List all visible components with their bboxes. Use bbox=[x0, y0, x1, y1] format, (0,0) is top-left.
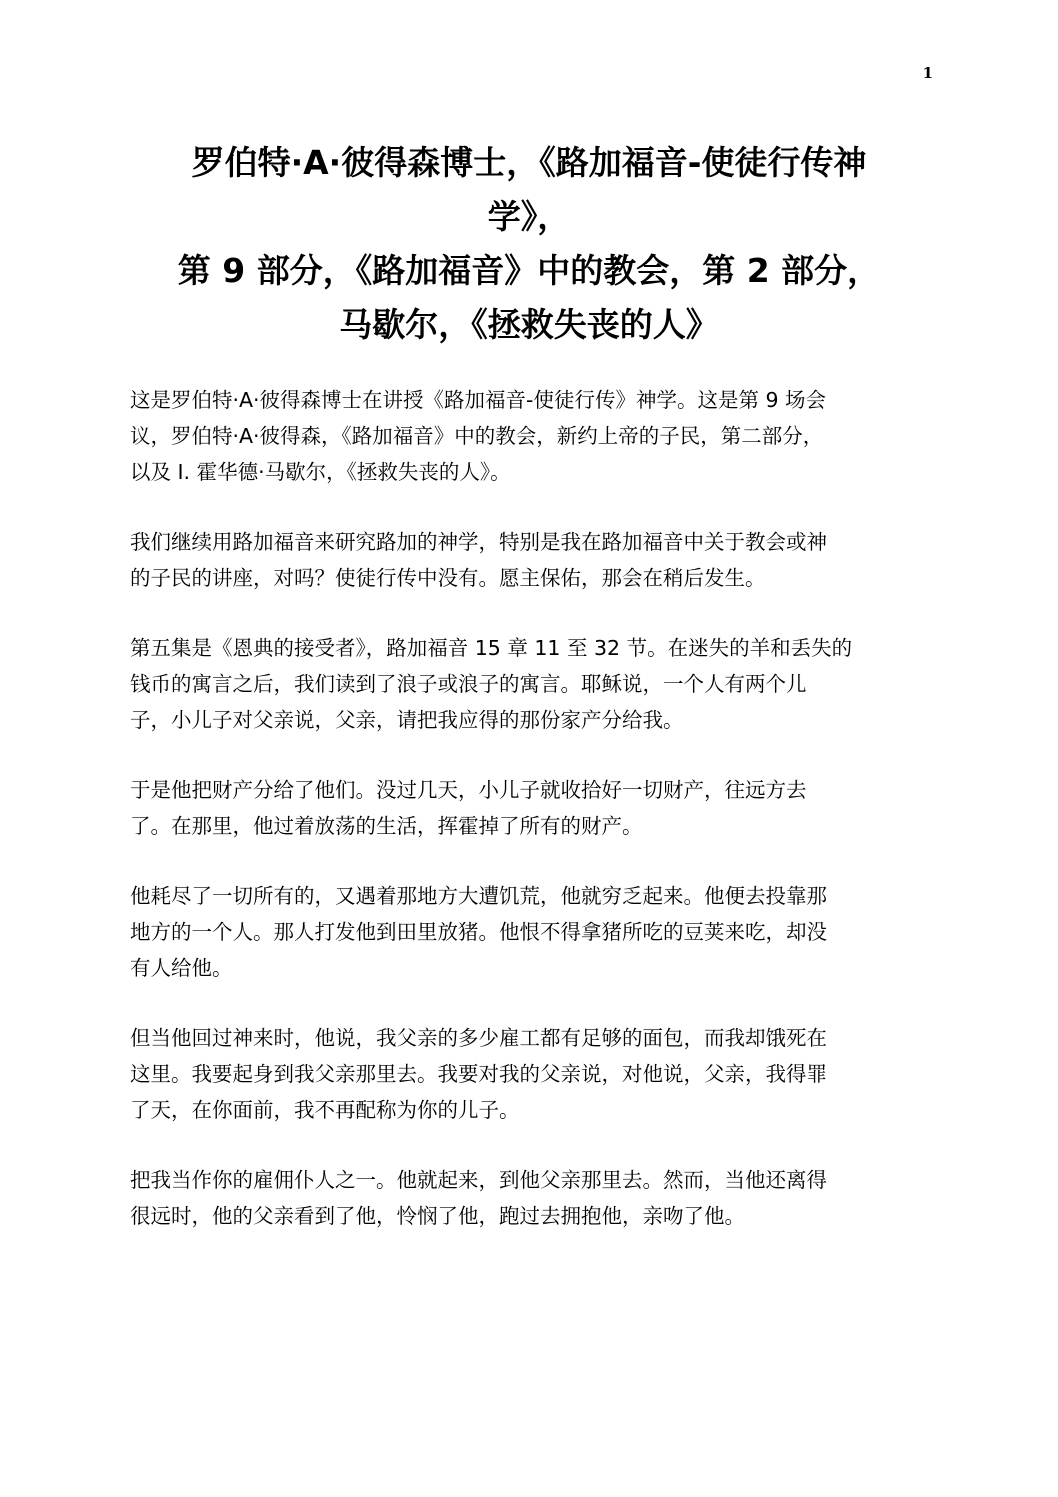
paragraph bbox=[130, 524, 928, 596]
paragraph-line: 他耗尽了一切所有的，又遇着那地方大遭饥荒，他就穷乏起来。他便去投靠那 bbox=[130, 884, 827, 908]
paragraph-line: 的子民的讲座，对吗？使徒行传中没有。愿主保佑，那会在稍后发生。 bbox=[130, 566, 766, 590]
paragraph-line: 子，小儿子对父亲说，父亲，请把我应得的那份家产分给我。 bbox=[130, 708, 684, 732]
paragraph bbox=[130, 630, 928, 738]
paragraph-line: 很远时，他的父亲看到了他，怜悯了他，跑过去拥抱他，亲吻了他。 bbox=[130, 1204, 745, 1228]
paragraph bbox=[130, 1020, 928, 1128]
paragraph-line: 钱币的寓言之后，我们读到了浪子或浪子的寓言。耶稣说，一个人有两个儿 bbox=[130, 672, 807, 696]
paragraph-line: 把我当作你的雇佣仆人之一。他就起来，到他父亲那里去。然而，当他还离得 bbox=[130, 1168, 827, 1192]
paragraph-line: 地方的一个人。那人打发他到田里放猪。他恨不得拿猪所吃的豆荚来吃，却没 bbox=[130, 920, 827, 944]
document-title bbox=[130, 136, 928, 352]
paragraph-line: 但当他回过神来时，他说，我父亲的多少雇工都有足够的面包，而我却饿死在 bbox=[130, 1026, 827, 1050]
title-line: 第 9 部分，《路加福音》中的教会，第 2 部分， bbox=[177, 251, 881, 290]
paragraph-line: 我们继续用路加福音来研究路加的神学，特别是我在路加福音中关于教会或神 bbox=[130, 530, 827, 554]
paragraph-line: 第五集是《恩典的接受者》，路加福音 15 章 11 至 32 节。在迷失的羊和丢失的 bbox=[130, 636, 853, 660]
paragraph-line: 以及 I. 霍华德·马歇尔，《拯救失丧的人》。 bbox=[130, 460, 511, 484]
title-line: 罗伯特·A·彼得森博士，《路加福音-使徒行传神 bbox=[191, 143, 867, 182]
paragraph-line: 了。在那里，他过着放荡的生活，挥霍掉了所有的财产。 bbox=[130, 814, 643, 838]
paragraph-line: 议，罗伯特·A·彼得森，《路加福音》中的教会，新约上帝的子民，第二部分， bbox=[130, 424, 824, 448]
paragraph-line: 这是罗伯特·A·彼得森博士在讲授《路加福音-使徒行传》神学。这是第 9 场会 bbox=[130, 388, 827, 412]
title-line: 马歇尔，《拯救失丧的人》 bbox=[339, 305, 719, 344]
paragraph bbox=[130, 878, 928, 986]
paragraph bbox=[130, 1162, 928, 1234]
paragraph bbox=[130, 772, 928, 844]
paragraph-line: 这里。我要起身到我父亲那里去。我要对我的父亲说，对他说，父亲，我得罪 bbox=[130, 1062, 827, 1086]
paragraph bbox=[130, 382, 928, 490]
paragraph-line: 有人给他。 bbox=[130, 956, 233, 980]
paragraph-line: 于是他把财产分给了他们。没过几天，小儿子就收拾好一切财产，往远方去 bbox=[130, 778, 807, 802]
page-number: 1 bbox=[922, 64, 933, 82]
document-body bbox=[130, 382, 928, 1268]
paragraph-line: 了天，在你面前，我不再配称为你的儿子。 bbox=[130, 1098, 520, 1122]
title-line: 学》， bbox=[487, 197, 571, 236]
